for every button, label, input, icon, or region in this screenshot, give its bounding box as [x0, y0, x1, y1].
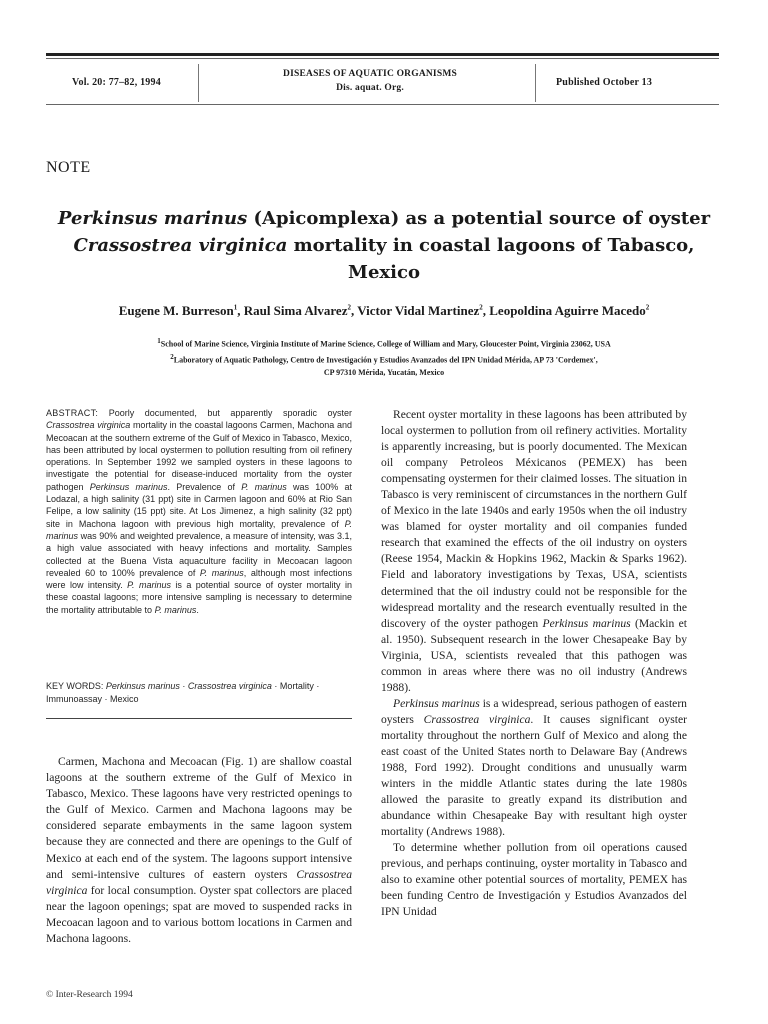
keyword: Crassostrea virginica — [187, 681, 272, 691]
author-separator: , — [482, 303, 490, 318]
author-separator: , — [350, 303, 358, 318]
species-name: Crassostrea virginica — [423, 712, 531, 726]
title-part-2: (Apicomplexa) as a potential source of oyster — [247, 208, 711, 229]
header-divider-left — [198, 64, 199, 102]
body-paragraph — [381, 696, 687, 840]
affiliation-mark: 1 — [157, 337, 161, 345]
journal-name — [200, 67, 540, 95]
author-affiliation-mark: 2 — [347, 303, 351, 312]
keyword: · Mortality · Immunoassay · Mexico — [46, 681, 320, 704]
header-bottom-rule — [46, 104, 719, 105]
species-name: Perkinsus marinus — [89, 481, 168, 492]
title-part-4: mortality in coastal lagoons of Tabasco, Mexico — [287, 235, 695, 283]
abstract-text: was 90% and weighted prevalence, a measure of intensity, was 3.1, a high value associated with heavy infections and mortality. Samples collected at the Buena Vista aquaculture facility in Mecoacan lagoon revealed 60 to 100% prevalence of — [46, 530, 352, 578]
volume-info: Vol. 20: 77–82, 1994 — [72, 77, 161, 88]
species-name: P. marinus — [241, 481, 287, 492]
species-name: P. marinus — [154, 604, 197, 615]
affiliation-text: Laboratory of Aquatic Pathology, Centro de Investigación y Estudios Avanzados del IPN Unidad Mérida, AP 73 'Cordemex', — [173, 355, 598, 365]
journal-title: DISEASES OF AQUATIC ORGANISMS — [283, 69, 457, 79]
note-label: NOTE — [46, 159, 91, 176]
body-column-right — [381, 407, 687, 921]
body-paragraph — [381, 407, 687, 696]
species-name: P. marinus — [127, 580, 171, 591]
author-name: Raul Sima Alvarez — [243, 303, 348, 318]
header-top-rule-thin — [46, 58, 719, 59]
species-name: Crassostrea virginica — [46, 867, 352, 897]
affiliations — [46, 335, 722, 379]
abstract-text: . — [196, 604, 199, 615]
keywords-label: KEY WORDS: — [46, 681, 106, 691]
keywords — [46, 680, 352, 705]
author-affiliation-mark: 1 — [233, 303, 238, 312]
keyword: Perkinsus marinus — [105, 681, 180, 691]
affiliation-1 — [46, 335, 722, 351]
header-top-rule — [46, 53, 719, 56]
copyright: © Inter-Research 1994 — [46, 990, 133, 1000]
abstract — [46, 407, 352, 616]
journal-abbreviation: Dis. aquat. Org. — [336, 83, 404, 93]
affiliation-mark: 2 — [170, 352, 174, 361]
body-text: Carmen, Machona and Mecoacan (Fig. 1) are shallow coastal lagoons at the southern extreme of the Gulf of Mexico in Tabasco, Mexico. These lagoons have very restricted openings to the Gulf of Mexico. Carmen and Machona lagoons may be considered separate embayments in the same lagoon system because they are connected and there are openings to the Gulf of Mexico at each end of the system. The lagoons support intensive and semi-intensive cultures of eastern oysters — [46, 755, 352, 881]
author-list — [46, 303, 722, 319]
publication-date: Published October 13 — [556, 77, 653, 88]
abstract-label: ABSTRACT: — [46, 408, 99, 418]
abstract-text: is a potential source of oyster mortality in these coastal lagoons; more intensive sampling is necessary to determine the mortality attributable to — [46, 580, 352, 615]
author-separator: , — [237, 303, 244, 318]
body-text: for local consumption. Oyster spat collectors are placed near the lagoon openings; spat are moved to suspended racks in Mecoacan lagoon and to various bottom locations in Carmen and Machona lagoons. — [46, 883, 352, 946]
affiliation-2-continued: CP 97310 Mérida, Yucatán, Mexico — [323, 368, 445, 378]
abstract-text: was 100% at Lodazal, a high salinity (31 ppt) site in Carmen lagoon and 60% at Rio San Felipe, a low salinity (15 ppt) site. At Los Jimenez, a high salinity (32 ppt) site in Machona lagoon with previous high mortality, prevalence of — [46, 481, 352, 529]
body-text: . It causes significant oyster mortality throughout the northern Gulf of Mexico and along the east coast of the United States north to Delaware Bay (Andrews 1988, Ford 1992). Drought conditions and unusually warm winters in the middle Atlantic states during the late 1980s allowed the parasite to greatly expand its distribution and abundance within Chesapeake Bay with resultant high oyster mortality (Andrews 1988). — [381, 712, 687, 839]
title-part-3: Crassostrea virginica — [73, 235, 288, 256]
species-name: Perkinsus marinus — [542, 616, 631, 630]
species-name: P. marinus — [199, 567, 244, 578]
author-affiliation-mark: 2 — [479, 303, 483, 312]
author-name: Leopoldina Aguirre Macedo — [489, 303, 646, 318]
abstract-text: . Prevalence of — [167, 481, 242, 492]
species-name: Crassostrea virginica — [46, 420, 131, 431]
body-column-left — [46, 754, 352, 947]
body-paragraph: To determine whether pollution from oil operations caused previous, and perhaps continuing, oyster mortality in Tabasco and also to examine other potential sources of mortality, PEMEX has been funding Centro de Investigación y Estudios Avanzados del IPN Unidad — [381, 841, 687, 919]
abstract-text: , although most infections were low intensity. — [46, 567, 352, 591]
species-name: P. marinus — [46, 518, 352, 541]
abstract-divider — [46, 718, 352, 719]
title-part-1: Perkinsus marinus — [57, 208, 248, 229]
author-affiliation-mark: 2 — [645, 303, 650, 312]
abstract-text: mortality in the coastal lagoons Carmen, Machona and Mecoacan at the southern extreme of the Gulf of Mexico in Tabasco, Mexico, has been attributed by local oystermen to pollution resulting from oil refinery operations. In September 1992 we sampled oysters in these lagoons to investigate the potential for disease-induced mortality from the oyster pathogen — [46, 420, 352, 492]
body-paragraph — [46, 754, 352, 947]
article-title — [46, 205, 722, 286]
body-text: is a widespread, serious pathogen of eastern oysters — [381, 696, 687, 726]
body-text: (Mackin et al. 1950). Subsequent research in the lower Chesapeake Bay by Virginia, USA, scientists revealed that this pathogen was common in areas where there was no oil industry (Andrews 1988). — [381, 616, 687, 694]
species-name: Perkinsus marinus — [393, 696, 480, 710]
abstract-text: Poorly documented, but apparently sporadic oyster — [98, 408, 352, 418]
author-name: Victor Vidal Martinez — [357, 303, 480, 318]
keyword-separator: · — [179, 681, 188, 691]
affiliation-2 — [46, 351, 722, 367]
body-text: Recent oyster mortality in these lagoons has been attributed by local oystermen to pollution from oil refinery activities. Mortality is apparently increasing, but is poorly documented. The Mexican oil company Petroleos Méxicanos (PEMEX) has been compensating oystermen for their claimed losses. The situation in Tabasco is very reminiscent of circumstances in the northern Gulf of Mexico in the late 1940s and early 1950s when the oil industry was blamed for oyster mortality and oil companies funded research that examined the effects of the oil industry on oysters (Reese 1954, Mackin & Hopkins 1962, Mackin & Sparks 1962). Field and laboratory investigations by Texas, USA, scientists determined that the oil industry could not be responsible for the widespread mortality and the research eventually resulted in the discovery of the oyster pathogen — [381, 408, 687, 630]
author-name: Eugene M. Burreson — [118, 303, 234, 318]
affiliation-text: School of Marine Science, Virginia Institute of Marine Science, College of William and Mary, Gloucester Point, Virginia 23062, USA — [160, 339, 611, 349]
